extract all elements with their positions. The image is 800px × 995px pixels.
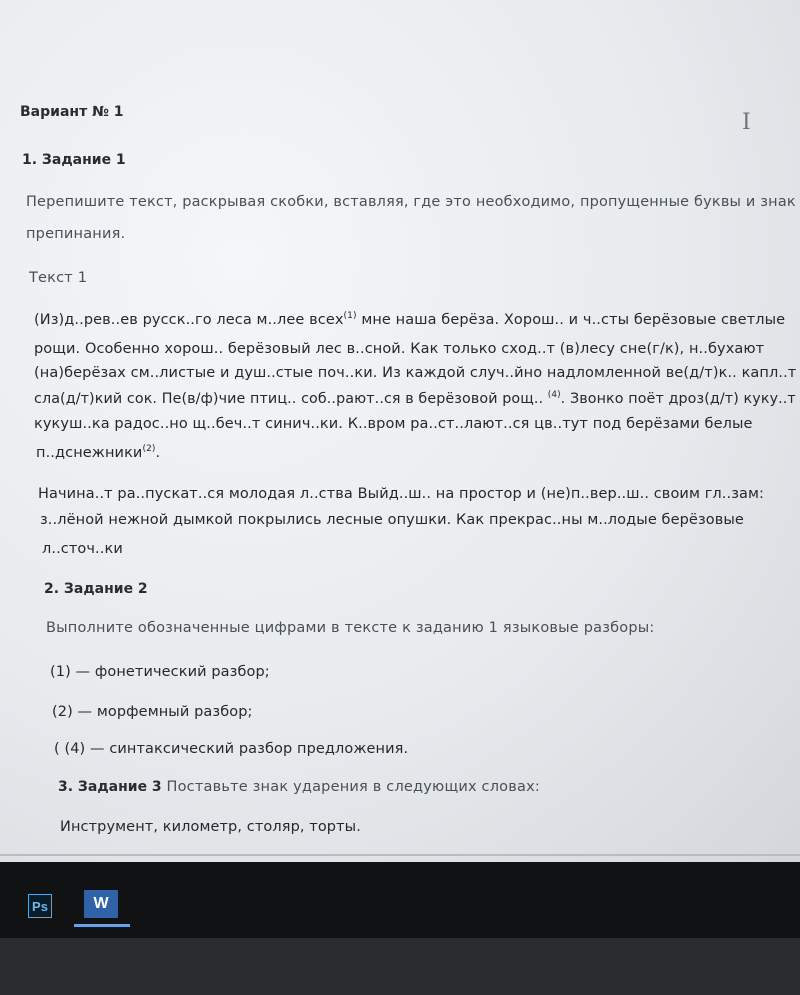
paragraph-1-line (36, 444, 160, 461)
task1-instruction-line2: препинания. (26, 226, 126, 242)
photoshop-icon[interactable]: Ps (28, 894, 52, 918)
text-cursor-icon: I (742, 110, 751, 135)
paragraph-1-line (34, 311, 785, 328)
paragraph-1-line (34, 365, 796, 381)
word-icon[interactable]: W (84, 890, 118, 918)
paragraph-1-line (34, 341, 764, 357)
page-bottom-divider (0, 854, 800, 856)
text-fragment: (на)берёзах см..листые и душ..стые поч..ки. Из каждой случ..йно надломленной ве(д/т)к.. капл..т (34, 365, 797, 381)
paragraph-2-line: Начина..т ра..пускат..ся молодая л..ства Выйд..ш.. на простор и (не)п..вер..ш.. своим гл..зам: (38, 486, 765, 502)
text-fragment: рощи. Особенно хорош.. берёзовый лес в..сной. Как только сход..т (в)лесу сне(г/к), н..бухают (34, 341, 765, 357)
analysis-item-3: ( (4) — синтаксический разбор предложения. (54, 741, 409, 757)
text-fragment: мне наша берёза. Хорош.. и ч..сты берёзовые светлые (356, 311, 786, 328)
task3-line (58, 779, 540, 795)
task1-instruction-line1: Перепишите текст, раскрывая скобки, вставляя, где это необходимо, пропущенные буквы и знак (26, 194, 796, 210)
task3-instruction: Поставьте знак ударения в следующих словах: (161, 779, 540, 795)
text-fragment: . Звонко поёт дроз(д/т) куку..т (560, 390, 796, 407)
analysis-marker: (4) (547, 390, 561, 400)
analysis-marker: (2) (142, 444, 156, 454)
task2-instruction: Выполните обозначенные цифрами в тексте к заданию 1 языковые разборы: (46, 620, 655, 636)
paragraph-2-line: з..лёной нежной дымкой покрылись лесные опушки. Как прекрас..ны м..лодые берёзовые (40, 512, 744, 528)
analysis-marker: (1) (343, 311, 357, 321)
monitor-bezel (0, 938, 800, 995)
analysis-item-1: (1) — фонетический разбор; (50, 664, 270, 680)
paragraph-2-line: л..сточ..ки (42, 541, 123, 557)
analysis-item-2: (2) — морфемный разбор; (52, 704, 253, 720)
text-fragment: кукуш..ка радос..но щ..беч..т синич..ки. К..вром ра..ст..лают..ся цв..тут под берёзами белые (34, 416, 753, 432)
text-fragment: сла(д/т)кий сок. Пе(в/ф)чие птиц.. соб..рают..ся в берёзовой рощ.. (34, 390, 548, 407)
paragraph-1-line (34, 416, 753, 432)
paragraph-1-line (34, 390, 796, 407)
task2-heading: 2. Задание 2 (44, 581, 148, 597)
active-app-indicator (74, 924, 130, 927)
task1-heading: 1. Задание 1 (22, 152, 126, 168)
text-title: Текст 1 (29, 270, 88, 286)
text-fragment: п..дснежники (36, 444, 143, 461)
task3-heading: 3. Задание 3 (58, 779, 162, 795)
task3-words: Инструмент, километр, столяр, торты. (60, 819, 361, 835)
variant-title: Вариант № 1 (20, 104, 124, 120)
text-fragment: (Из)д..рев..ев русск..го леса м..лее всех (34, 311, 344, 328)
text-fragment: . (155, 444, 161, 461)
